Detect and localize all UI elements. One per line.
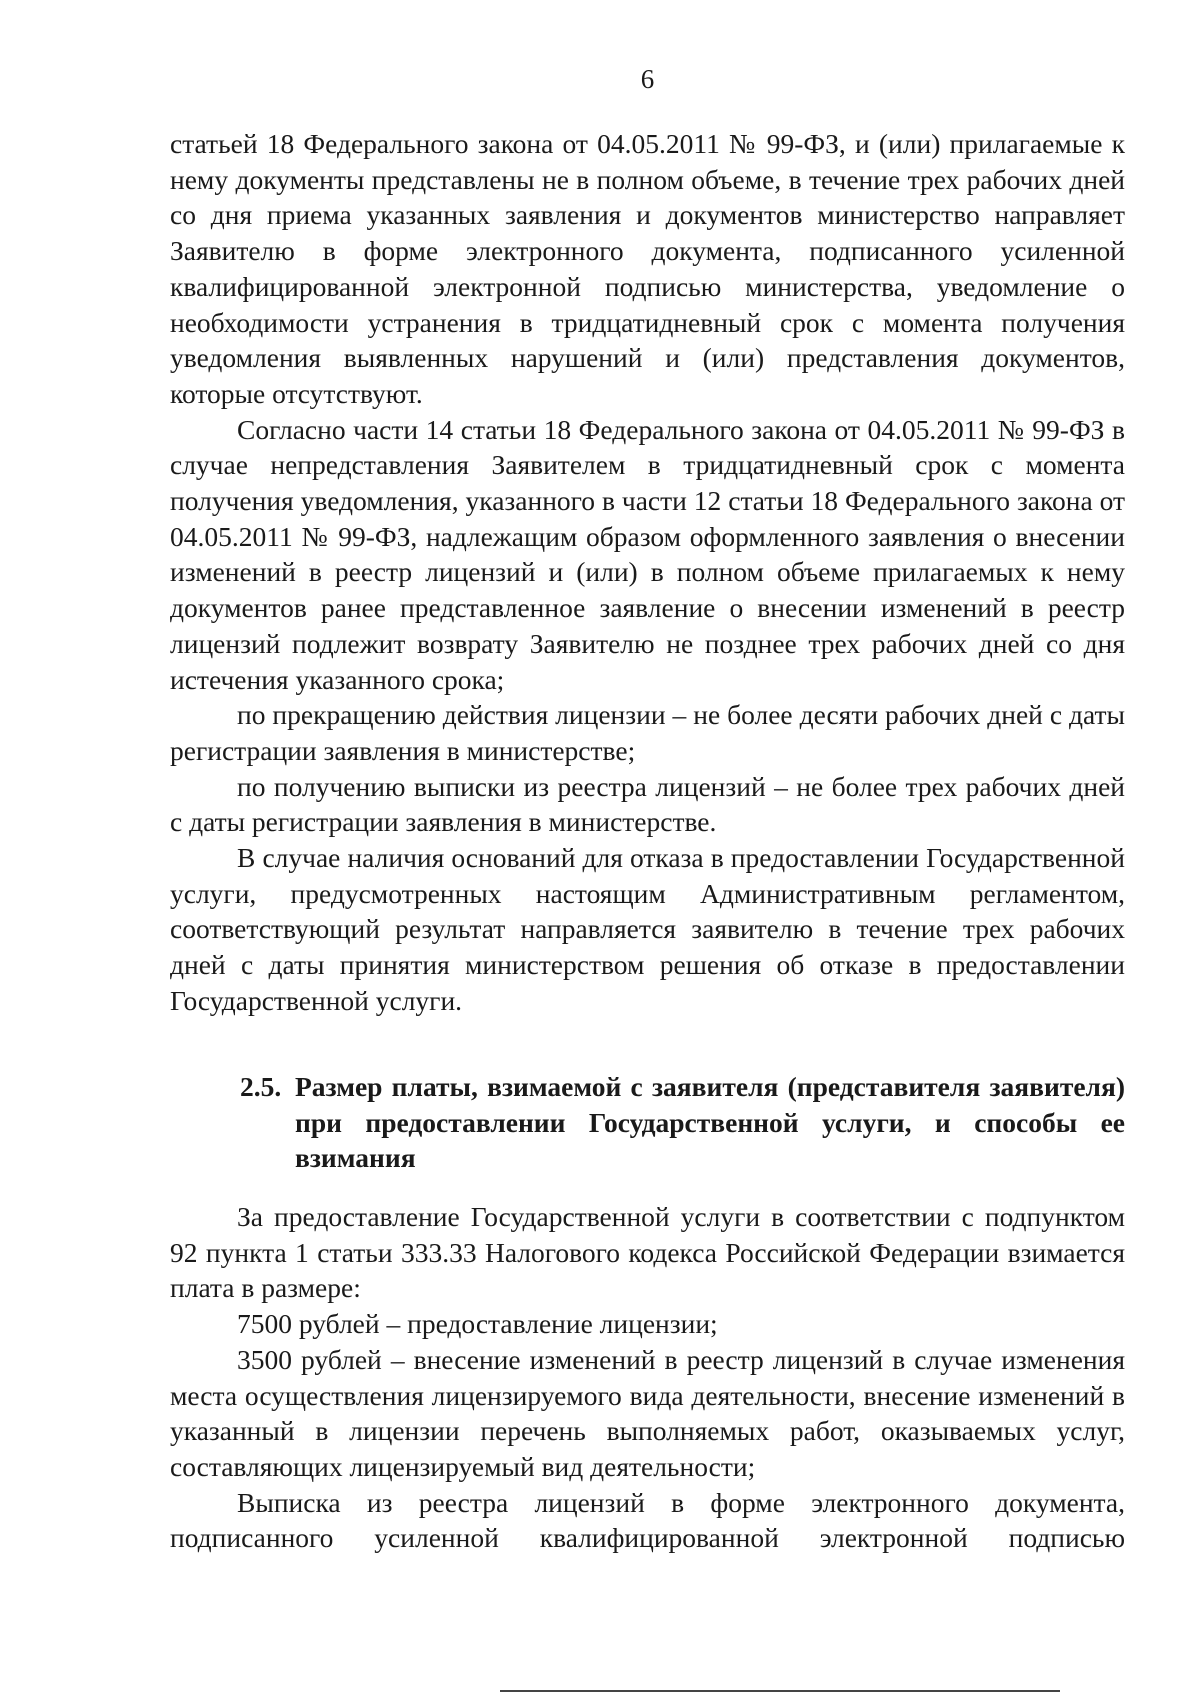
paragraph: статьей 18 Федерального закона от 04.05.2011 № 99-ФЗ, и (или) прилагаемые к нему документы представлены не в полном объеме, в течение трех рабочих дней со дня приема указанных заявления и документов министерство направляет Заявителю в форме электронного документа, подписанного усиленной квалифицированной электронной подписью министерства, уведомление о необходимости устранения в тридцатидневный срок с момента получения уведомления выявленных нарушений и (или) представления документов, которые отсутствуют. [170,128,1125,409]
paragraph: За предоставление Государственной услуги в соответствии с подпунктом 92 пункта 1 статьи 333.33 Налогового кодекса Российской Федерации взимается плата в размере: [170,1201,1125,1304]
paragraph: В случае наличия оснований для отказа в предоставлении Государственной услуги, предусмотренных настоящим Административным регламентом, соответствующий результат направляется заявителю в течение трех рабочих дней с даты принятия министерством решения об отказе в предоставлении Государственной услуги. [170,842,1125,1016]
paragraph: Выписка из реестра лицензий в форме электронного документа, подписанного усиленной квалифицированной электронной подписью [170,1486,1125,1554]
paragraph: по получению выписки из реестра лицензий – не более трех рабочих дней с даты регистрации заявления в министерстве. [170,770,1125,838]
paragraph: 7500 рублей – предоставление лицензии; [237,1308,718,1340]
footer-divider [500,1690,1060,1692]
section-number: 2.5. [240,1071,282,1102]
paragraph: 3500 рублей – внесение изменений в реестр лицензий в случае изменения места осуществления лицензируемого вида деятельности, внесение изменений в указанный в лицензии перечень выполняемых работ, оказываемых услуг, составляющих лицензируемый вид деятельности; [170,1343,1125,1482]
body-text-top [170,126,1125,1019]
body-text-bottom [170,1199,1125,1556]
section-title: Размер платы, взимаемой с заявителя (представителя заявителя) при предоставлении Государственной услуги, и способы ее взимания [295,1071,1125,1174]
paragraph: Согласно части 14 статьи 18 Федерального закона от 04.05.2011 № 99-ФЗ в случае непредставления Заявителем в тридцатидневный срок с момента получения уведомления, указанного в части 12 статьи 18 Федерального закона от 04.05.2011 № 99-ФЗ, надлежащим образом оформленного заявления о внесении изменений в реестр лицензий и (или) в полном объеме прилагаемых к нему документов ранее представленное заявление о внесении изменений в реестр лицензий подлежит возврату Заявителю не позднее трех рабочих дней со дня истечения указанного срока; [170,413,1125,695]
page-number: 6 [640,64,655,94]
section-heading [240,1069,1125,1176]
paragraph: по прекращению действия лицензии – не более десяти рабочих дней с даты регистрации заявления в министерстве; [170,699,1125,766]
